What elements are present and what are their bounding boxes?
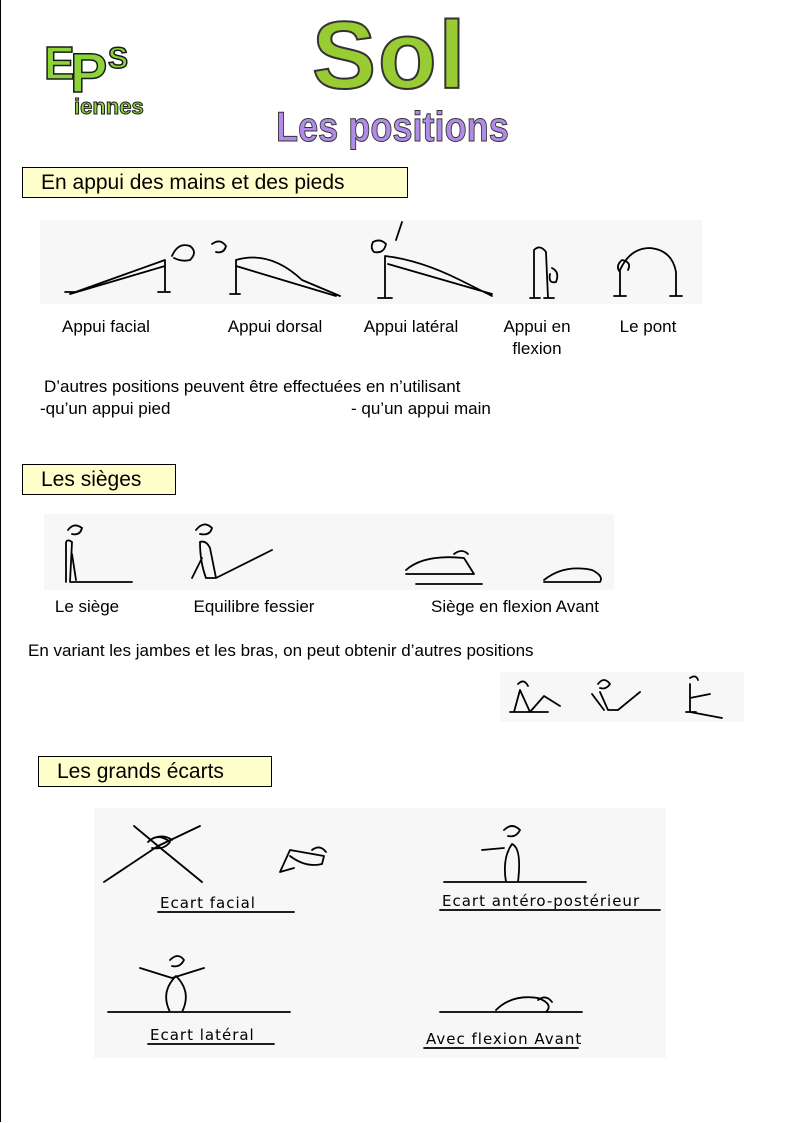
appui-facial-figure — [65, 245, 194, 294]
label-siege-flexion: Siège en flexion Avant — [431, 597, 599, 616]
appui-figures-panel — [40, 220, 702, 304]
logo-letter-p: P — [70, 41, 108, 104]
label-le-pont: Le pont — [619, 317, 677, 336]
section-heading-grands-ecarts: Les grands écarts — [38, 756, 272, 787]
note-autres-positions: D’autres positions peuvent être effectuées en n’utilisant — [44, 377, 461, 396]
siege-flexion-figure — [406, 551, 601, 584]
label-appui-flexion — [490, 316, 584, 360]
caption-ecart-facial: Ecart facial — [160, 894, 256, 912]
caption-ecart-antero: Ecart antéro-postérieur — [442, 892, 641, 910]
logo-letter-s: S — [108, 42, 129, 75]
variante-3-figure — [686, 676, 722, 718]
le-siege-figure — [66, 525, 132, 582]
label-appui-dorsal: Appui dorsal — [227, 317, 323, 336]
label-appui-facial: Appui facial — [62, 317, 150, 336]
logo-word: iennes — [74, 94, 144, 119]
logo-letter-e: E — [44, 37, 75, 89]
le-pont-figure — [614, 248, 682, 296]
appui-dorsal-figure — [212, 241, 340, 296]
page-subtitle: Les positions — [276, 103, 509, 150]
variante-1-figure — [510, 681, 560, 712]
ecart-lateral-figure — [108, 956, 290, 1012]
ecart-facial-figure — [104, 826, 326, 882]
ecart-antero-figure — [444, 826, 586, 882]
appui-flexion-figure — [530, 247, 557, 298]
ecarts-figures-panel — [94, 808, 666, 1058]
variantes-figures-panel — [500, 672, 744, 722]
label-appui-flexion-line2: flexion — [512, 339, 562, 358]
label-equilibre-fessier: Equilibre fessier — [193, 597, 315, 616]
variante-2-figure — [592, 680, 640, 710]
page-title: Sol — [312, 2, 468, 109]
label-le-siege: Le siège — [54, 597, 120, 616]
caption-ecart-flexion: Avec flexion Avant — [426, 1030, 583, 1048]
note-appui-pied: -qu’un appui pied — [40, 399, 171, 418]
eps-piennes-logo — [44, 36, 154, 126]
note-variantes: En variant les jambes et les bras, on peut obtenir d’autres positions — [28, 641, 534, 660]
label-appui-flexion-line1: Appui en — [503, 317, 571, 336]
ecart-flexion-figure — [440, 997, 582, 1012]
section-heading-sieges: Les sièges — [22, 464, 176, 495]
note-appui-main: - qu’un appui main — [351, 399, 491, 418]
appui-lateral-figure — [372, 222, 492, 298]
section-heading-appui: En appui des mains et des pieds — [22, 167, 408, 198]
equilibre-fessier-figure — [192, 524, 272, 578]
label-appui-lateral: Appui latéral — [363, 317, 459, 336]
sieges-figures-panel — [44, 514, 614, 590]
caption-ecart-lateral: Ecart latéral — [150, 1026, 255, 1044]
